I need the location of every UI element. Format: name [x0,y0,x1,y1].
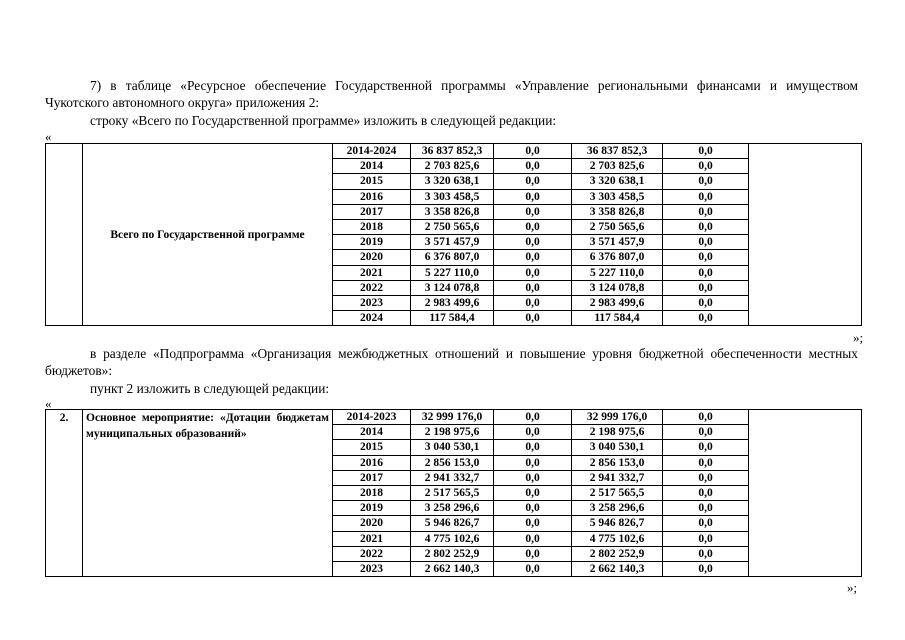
regional-funds-cell: 3 040 530,1 [572,440,663,455]
other-funds-cell: 0,0 [663,295,749,310]
row-number-cell [46,144,83,326]
other-funds-cell: 0,0 [663,204,749,219]
total-amount-cell: 5 227 110,0 [411,265,494,280]
federal-funds-cell: 0,0 [494,189,572,204]
paragraph-row-instruction: строку «Всего по Государственной программе» изложить в следующей редакции: [90,113,557,128]
regional-funds-cell: 3 258 296,6 [572,501,663,516]
federal-funds-cell: 0,0 [494,485,572,500]
period-cell: 2016 [333,189,411,204]
federal-funds-cell: 0,0 [494,425,572,440]
federal-funds-cell: 0,0 [494,410,572,425]
other-funds-cell: 0,0 [663,280,749,295]
regional-funds-cell: 3 320 638,1 [572,174,663,189]
regional-funds-cell: 2 517 565,5 [572,485,663,500]
regional-funds-cell: 5 946 826,7 [572,516,663,531]
regional-funds-cell: 2 750 565,6 [572,219,663,234]
federal-funds-cell: 0,0 [494,311,572,326]
other-funds-cell: 0,0 [663,174,749,189]
other-funds-cell: 0,0 [663,531,749,546]
period-cell: 2017 [333,204,411,219]
period-cell: 2024 [333,311,411,326]
paragraph-table-amendment: 7) в таблице «Ресурсное обеспечение Государственной программы «Управление региональными финансами и имуществом Чукотского автономного округа» приложения 2: [45,78,858,110]
regional-funds-cell: 2 856 153,0 [572,455,663,470]
period-cell: 2014 [333,425,411,440]
total-amount-cell: 3 571 457,9 [411,235,494,250]
quote-close-2: »; [847,580,858,595]
total-amount-cell: 2 941 332,7 [411,470,494,485]
federal-funds-cell: 0,0 [494,144,572,159]
period-cell: 2016 [333,455,411,470]
total-amount-cell: 3 040 530,1 [411,440,494,455]
period-cell: 2018 [333,485,411,500]
total-amount-cell: 2 198 975,6 [411,425,494,440]
resource-table-total [45,143,862,326]
regional-funds-cell: 3 124 078,8 [572,280,663,295]
total-amount-cell: 5 946 826,7 [411,516,494,531]
period-cell: 2014 [333,159,411,174]
total-amount-cell: 36 837 852,3 [411,144,494,159]
other-funds-cell: 0,0 [663,410,749,425]
federal-funds-cell: 0,0 [494,440,572,455]
total-amount-cell: 2 983 499,6 [411,295,494,310]
federal-funds-cell: 0,0 [494,531,572,546]
federal-funds-cell: 0,0 [494,250,572,265]
total-amount-cell: 6 376 807,0 [411,250,494,265]
period-cell: 2020 [333,250,411,265]
federal-funds-cell: 0,0 [494,470,572,485]
regional-funds-cell: 4 775 102,6 [572,531,663,546]
total-amount-cell: 2 703 825,6 [411,159,494,174]
federal-funds-cell: 0,0 [494,516,572,531]
federal-funds-cell: 0,0 [494,235,572,250]
quote-close-1: »; [853,330,864,345]
regional-funds-cell: 2 198 975,6 [572,425,663,440]
other-funds-cell: 0,0 [663,440,749,455]
other-funds-cell: 0,0 [663,219,749,234]
total-amount-cell: 117 584,4 [411,311,494,326]
total-amount-cell: 2 517 565,5 [411,485,494,500]
period-cell: 2021 [333,265,411,280]
federal-funds-cell: 0,0 [494,501,572,516]
executor-cell [749,144,862,326]
federal-funds-cell: 0,0 [494,204,572,219]
other-funds-cell: 0,0 [663,516,749,531]
regional-funds-cell: 32 999 176,0 [572,410,663,425]
other-funds-cell: 0,0 [663,546,749,561]
row-label-cell: Основное мероприятие: «Дотации бюджетам муниципальных образований» [83,410,333,577]
period-cell: 2017 [333,470,411,485]
federal-funds-cell: 0,0 [494,561,572,576]
total-amount-cell: 4 775 102,6 [411,531,494,546]
regional-funds-cell: 6 376 807,0 [572,250,663,265]
total-amount-cell: 3 303 458,5 [411,189,494,204]
regional-funds-cell: 36 837 852,3 [572,144,663,159]
period-cell: 2022 [333,546,411,561]
period-cell: 2018 [333,219,411,234]
other-funds-cell: 0,0 [663,159,749,174]
other-funds-cell: 0,0 [663,561,749,576]
executor-cell [749,410,862,577]
other-funds-cell: 0,0 [663,470,749,485]
period-cell: 2014-2024 [333,144,411,159]
paragraph-point-instruction: пункт 2 изложить в следующей редакции: [90,381,330,396]
other-funds-cell: 0,0 [663,455,749,470]
other-funds-cell: 0,0 [663,235,749,250]
federal-funds-cell: 0,0 [494,219,572,234]
quote-open-1: « [45,129,52,144]
total-amount-cell: 2 856 153,0 [411,455,494,470]
regional-funds-cell: 3 571 457,9 [572,235,663,250]
federal-funds-cell: 0,0 [494,280,572,295]
total-amount-cell: 2 662 140,3 [411,561,494,576]
federal-funds-cell: 0,0 [494,295,572,310]
federal-funds-cell: 0,0 [494,159,572,174]
federal-funds-cell: 0,0 [494,455,572,470]
other-funds-cell: 0,0 [663,189,749,204]
other-funds-cell: 0,0 [663,311,749,326]
regional-funds-cell: 2 662 140,3 [572,561,663,576]
regional-funds-cell: 3 358 826,8 [572,204,663,219]
other-funds-cell: 0,0 [663,485,749,500]
period-cell: 2019 [333,501,411,516]
period-cell: 2014-2023 [333,410,411,425]
regional-funds-cell: 3 303 458,5 [572,189,663,204]
total-amount-cell: 3 124 078,8 [411,280,494,295]
period-cell: 2019 [333,235,411,250]
regional-funds-cell: 117 584,4 [572,311,663,326]
period-cell: 2015 [333,440,411,455]
resource-table-subsidies [45,409,862,577]
total-amount-cell: 3 320 638,1 [411,174,494,189]
federal-funds-cell: 0,0 [494,265,572,280]
regional-funds-cell: 2 802 252,9 [572,546,663,561]
period-cell: 2021 [333,531,411,546]
total-amount-cell: 32 999 176,0 [411,410,494,425]
period-cell: 2023 [333,561,411,576]
federal-funds-cell: 0,0 [494,546,572,561]
total-amount-cell: 3 258 296,6 [411,501,494,516]
regional-funds-cell: 2 703 825,6 [572,159,663,174]
period-cell: 2015 [333,174,411,189]
other-funds-cell: 0,0 [663,265,749,280]
regional-funds-cell: 5 227 110,0 [572,265,663,280]
row-label-cell: Всего по Государственной программе [83,144,333,326]
total-amount-cell: 2 750 565,6 [411,219,494,234]
table-row [46,144,862,159]
period-cell: 2022 [333,280,411,295]
period-cell: 2023 [333,295,411,310]
other-funds-cell: 0,0 [663,250,749,265]
regional-funds-cell: 2 941 332,7 [572,470,663,485]
period-cell: 2020 [333,516,411,531]
row-number-cell: 2. [46,410,83,577]
regional-funds-cell: 2 983 499,6 [572,295,663,310]
paragraph-subprogram-section: в разделе «Подпрограмма «Организация межбюджетных отношений и повышение уровня бюджетной обеспеченности местных бюджетов»: [45,346,858,378]
other-funds-cell: 0,0 [663,501,749,516]
total-amount-cell: 3 358 826,8 [411,204,494,219]
federal-funds-cell: 0,0 [494,174,572,189]
other-funds-cell: 0,0 [663,144,749,159]
total-amount-cell: 2 802 252,9 [411,546,494,561]
quote-open-2: « [45,396,52,411]
other-funds-cell: 0,0 [663,425,749,440]
table-row [46,410,862,425]
